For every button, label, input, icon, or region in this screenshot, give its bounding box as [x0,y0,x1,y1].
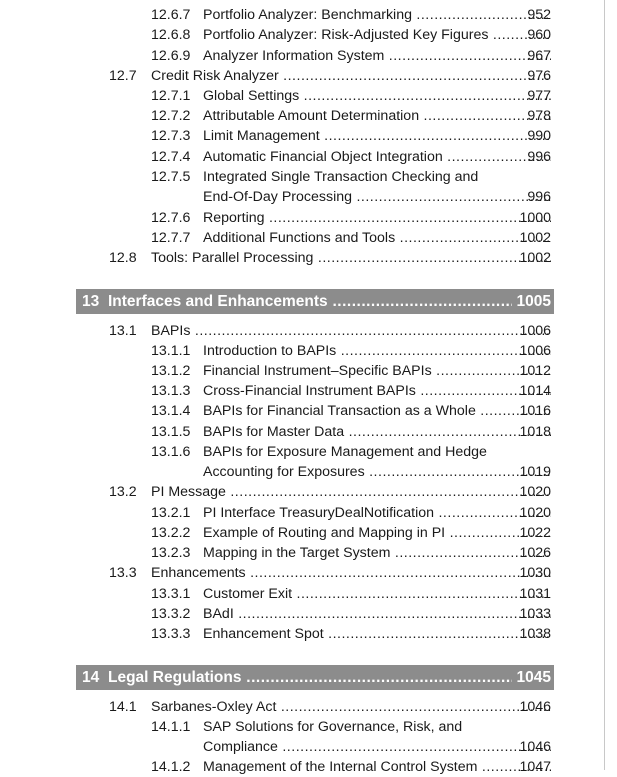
entry-number: 12.7.1 [151,88,191,104]
entry-number: 13.3.2 [151,606,191,622]
subsection-entry[interactable] [0,523,617,543]
entry-page-number [519,228,617,248]
entry-title-continued: End-Of-Day Processing ..... [203,187,551,207]
entry-title: Credit Risk Analyzer ..... [151,66,551,86]
entry-number: 14.1.2 [151,759,191,775]
entry-page-text: 1026 [519,545,551,561]
entry-page-text: 1006 [519,343,551,359]
entry-page-number [519,422,617,442]
entry-page-text: 1016 [519,403,551,419]
section-entry[interactable] [0,321,617,341]
entry-continuation[interactable] [0,187,617,207]
entry-number: 13.2 [109,484,137,500]
entry-title: Limit Management ..... [203,126,551,146]
subsection-entry[interactable] [0,717,617,737]
subsection-entry[interactable] [0,5,617,25]
entry-title: Attributable Amount Determination ..... [203,106,551,126]
entry-title-continued: Compliance ..... [203,737,551,757]
subsection-entry[interactable] [0,624,617,644]
entry-title: BAPIs for Master Data ..... [203,422,551,442]
subsection-entry[interactable] [0,126,617,146]
entry-page-text: 976 [527,68,551,84]
entry-number: 12.7.3 [151,128,191,144]
entry-title: Financial Instrument–Specific BAPIs ..... [203,361,551,381]
entry-number: 14.1.1 [151,719,191,735]
section-entry[interactable] [0,482,617,502]
entry-number: 12.6.8 [151,27,191,43]
entry-title: PI Message ..... [151,482,551,502]
entry-title: Reporting ..... [203,208,551,228]
subsection-entry[interactable] [0,442,617,462]
entry-number: 13.1 [109,323,137,339]
entry-title: PI Interface TreasuryDealNotification ..... [203,503,551,523]
chapter-number: 13 [82,293,100,310]
entry-number: 13.1.2 [151,363,191,379]
entry-number: 12.7.6 [151,210,191,226]
entry-number: 13.1.5 [151,424,191,440]
entry-page-text: 952 [527,7,551,23]
entry-page-number [519,523,617,543]
chapter-title: Legal Regulations ..... [108,665,512,690]
entry-title: Portfolio Analyzer: Risk-Adjusted Key Figures ..... [203,25,551,45]
subsection-entry[interactable] [0,381,617,401]
entry-number: 13.2.2 [151,525,191,541]
entry-page-number [527,25,617,45]
entry-page-number [519,248,617,268]
entry-title: Example of Routing and Mapping in PI ..... [203,523,551,543]
entry-page-number [527,86,617,106]
entry-number: 13.3.3 [151,626,191,642]
subsection-entry[interactable] [0,361,617,381]
entry-page-number [527,187,617,207]
entry-page-number [519,401,617,421]
subsection-entry[interactable] [0,401,617,421]
subsection-entry[interactable] [0,341,617,361]
entry-page-number [519,737,617,757]
entry-number: 12.8 [109,250,137,266]
entry-number: 12.7.4 [151,149,191,165]
entry-title: Automatic Financial Object Integration ..... [203,147,551,167]
entry-title: Integrated Single Transaction Checking and [203,169,479,185]
entry-title: Enhancement Spot ..... [203,624,551,644]
section-entry[interactable] [0,248,617,268]
subsection-entry[interactable] [0,86,617,106]
chapter-heading[interactable] [76,665,554,690]
entry-page-number [519,543,617,563]
entry-page-number [519,321,617,341]
entry-page-text: 990 [527,128,551,144]
entry-title: BAPIs ..... [151,321,551,341]
entry-page-text: 1022 [519,525,551,541]
entry-page-text: 1002 [519,250,551,266]
entry-title-continued: Accounting for Exposures ..... [203,462,551,482]
entry-number: 12.7.2 [151,108,191,124]
entry-page-text: 1012 [519,363,551,379]
chapter-page-number: 1005 [516,293,551,310]
entry-number: 13.3.1 [151,586,191,602]
entry-title: Enhancements ..... [151,563,551,583]
entry-title: BAdI ..... [203,604,551,624]
entry-page-number [527,147,617,167]
entry-number: 13.1.3 [151,383,191,399]
chapter-heading[interactable] [76,289,554,314]
entry-page-number [519,341,617,361]
section-entry[interactable] [0,563,617,583]
subsection-entry[interactable] [0,543,617,563]
entry-page-number [519,482,617,502]
entry-number: 13.3 [109,565,137,581]
subsection-entry[interactable] [0,167,617,187]
entry-title: Sarbanes-Oxley Act ..... [151,697,551,717]
entry-page-text: 1038 [519,626,551,642]
entry-page-number [519,381,617,401]
entry-page-number [527,126,617,146]
entry-page-text: 1047 [519,759,551,775]
entry-number: 12.7 [109,68,137,84]
entry-title: Customer Exit ..... [203,584,551,604]
entry-number: 12.6.7 [151,7,191,23]
entry-page-number [519,604,617,624]
subsection-entry[interactable] [0,422,617,442]
entry-page-text: 1046 [519,699,551,715]
section-entry[interactable] [0,697,617,717]
entry-title: Tools: Parallel Processing ..... [151,248,551,268]
subsection-entry[interactable] [0,228,617,248]
entry-page-number [519,563,617,583]
entry-page-number [519,462,617,482]
entry-page-number [519,503,617,523]
entry-page-text: 1002 [519,230,551,246]
entry-title: SAP Solutions for Governance, Risk, and [203,719,463,735]
subsection-entry[interactable] [0,25,617,45]
subsection-entry[interactable] [0,208,617,228]
entry-number: 13.1.6 [151,444,191,460]
entry-number: 14.1 [109,699,137,715]
entry-number: 13.2.1 [151,505,191,521]
entry-page-text: 978 [527,108,551,124]
entry-page-number [519,361,617,381]
entry-page-text: 1000 [519,210,551,226]
entry-title: Management of the Internal Control System ..... [203,757,551,777]
subsection-entry[interactable] [0,584,617,604]
subsection-entry[interactable] [0,106,617,126]
entry-page-text: 960 [527,27,551,43]
entry-title: Portfolio Analyzer: Benchmarking ..... [203,5,551,25]
entry-page-text: 1019 [519,464,551,480]
entry-page-text: 967 [527,48,551,64]
chapter-number: 14 [82,669,100,686]
entry-page-text: 1014 [519,383,551,399]
subsection-entry[interactable] [0,604,617,624]
entry-page-text: 1030 [519,565,551,581]
chapter-title: Interfaces and Enhancements ..... [108,289,512,314]
entry-title: Introduction to BAPIs ..... [203,341,551,361]
entry-page-text: 1006 [519,323,551,339]
entry-page-text: 1018 [519,424,551,440]
entry-page-text: 977 [527,88,551,104]
entry-page-number [527,106,617,126]
entry-number: 13.1.4 [151,403,191,419]
entry-page-number [519,624,617,644]
entry-number: 12.6.9 [151,48,191,64]
entry-title: BAPIs for Financial Transaction as a Whole ..... [203,401,551,421]
entry-page-number [527,5,617,25]
entry-continuation[interactable] [0,462,617,482]
entry-number: 12.7.5 [151,169,191,185]
entry-title: Global Settings ..... [203,86,551,106]
entry-page-text: 1046 [519,739,551,755]
entry-title: Mapping in the Target System ..... [203,543,551,563]
subsection-entry[interactable] [0,503,617,523]
entry-title: Cross-Financial Instrument BAPIs ..... [203,381,551,401]
entry-page-number [519,757,617,777]
subsection-entry[interactable] [0,757,617,777]
entry-page-text: 1020 [519,505,551,521]
entry-page-text: 996 [527,189,551,205]
entry-page-text: 1020 [519,484,551,500]
subsection-entry[interactable] [0,46,617,66]
entry-number: 12.7.7 [151,230,191,246]
entry-page-text: 1031 [519,586,551,602]
entry-number: 13.1.1 [151,343,191,359]
entry-page-text: 996 [527,149,551,165]
entry-title: Additional Functions and Tools ..... [203,228,551,248]
entry-number: 13.2.3 [151,545,191,561]
entry-page-number [519,697,617,717]
chapter-page-number: 1045 [516,669,551,686]
entry-continuation[interactable] [0,737,617,757]
entry-page-text: 1033 [519,606,551,622]
subsection-entry[interactable] [0,147,617,167]
entry-page-number [519,208,617,228]
section-entry[interactable] [0,66,617,86]
entry-page-number [527,66,617,86]
entry-page-number [527,46,617,66]
entry-title: Analyzer Information System ..... [203,46,551,66]
entry-title: BAPIs for Exposure Management and Hedge [203,444,487,460]
entry-page-number [519,584,617,604]
